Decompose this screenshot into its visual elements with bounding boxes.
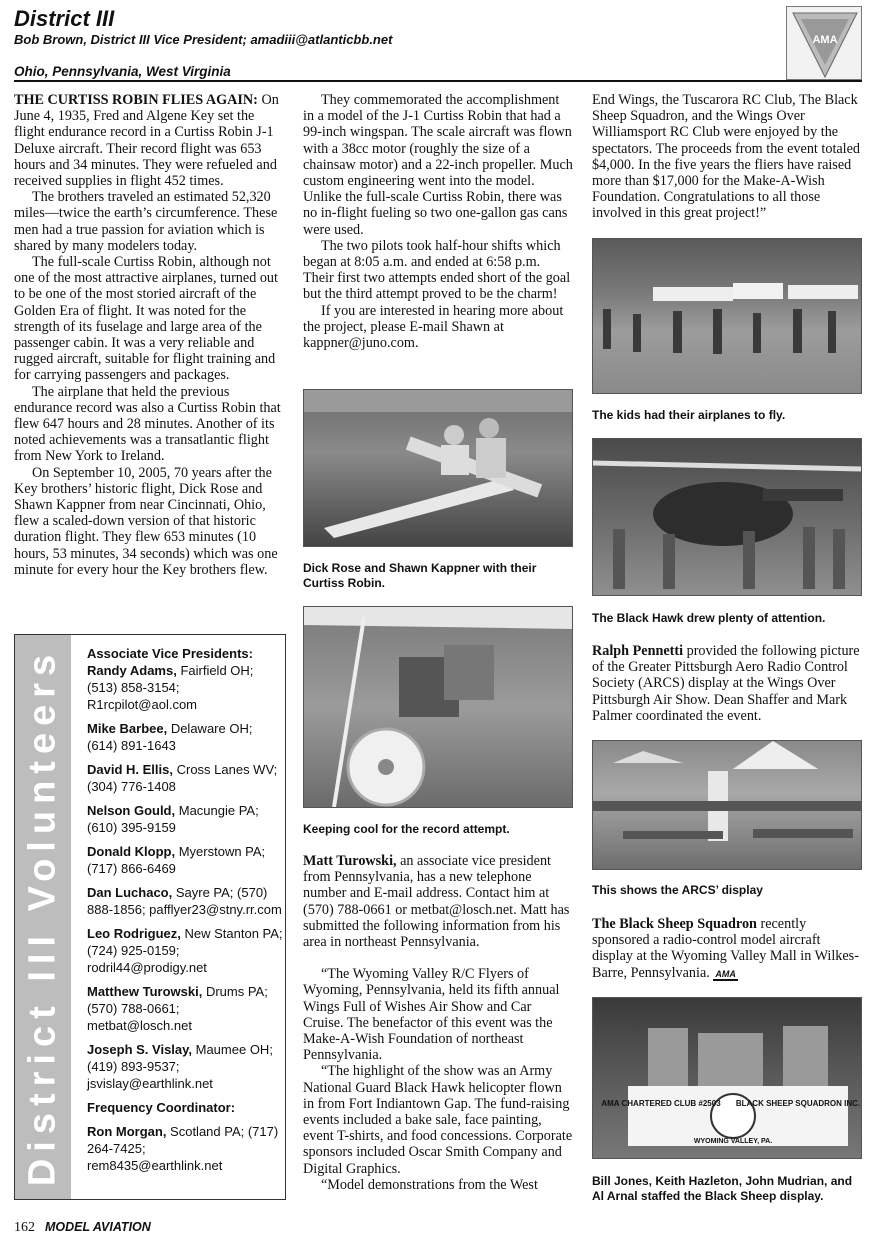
volunteer-item: Joseph S. Vislay, Maumee OH; (419) 893-9537; jsvislay@earthlink.net	[87, 1042, 273, 1091]
paragraph: “Model demonstrations from the West	[321, 1176, 538, 1193]
volunteer-item: Donald Klopp, Myerstown PA; (717) 866-6469	[87, 844, 266, 876]
page-footer	[14, 1220, 151, 1236]
magazine-name: MODEL AVIATION	[45, 1220, 151, 1234]
volunteer-item: Dan Luchaco, Sayre PA; (570) 888-1856; pafflyer23@stny.rr.com	[87, 885, 282, 917]
logo-text: AMA	[812, 34, 838, 46]
paragraph: If you are interested in hearing more about the project, please E-mail Shawn at kappner@juno.com.	[303, 302, 564, 352]
caption-black-hawk: The Black Hawk drew plenty of attention.	[592, 611, 826, 625]
caption-arcs: This shows the ARCS’ display	[592, 883, 763, 897]
header-rule	[14, 80, 862, 82]
volunteer-item: Nelson Gould, Macungie PA; (610) 395-9159	[87, 803, 259, 835]
freq-heading: Frequency Coordinator:	[87, 1100, 236, 1115]
paragraph: “The highlight of the show was an Army National Guard Black Hawk helicopter flown in from Fort Indiantown Gap. The fund-raising events included a bake sale, face painting, event T-shirts, and food concessions. Corporate sponsors included Oscar Smith Company and Digital Graphics.	[303, 1063, 573, 1177]
volunteers-list	[87, 645, 283, 1181]
ama-logo	[786, 6, 862, 80]
page-subtitle: Bob Brown, District III Vice President; amadiii@atlanticbb.net	[14, 32, 393, 47]
banner-bottom-text: WYOMING VALLEY, PA.	[693, 1138, 773, 1145]
paragraph: Ralph Pennetti provided the following picture of the Greater Pittsburgh Aero Radio Control Society (ARCS) display at the Wings Over Pittsburgh Air Show. Dean Shaffer and Mark Palmer coordinated the event.	[592, 643, 860, 724]
column-3-middle	[592, 643, 862, 724]
caption-curtiss-robin: Dick Rose and Shawn Kappner with their Curtiss Robin.	[303, 561, 537, 590]
banner-right-text: BLACK SHEEP SQUADRON INC.	[735, 1099, 861, 1108]
volunteer-item: Ron Morgan, Scotland PA; (717) 264-7425; rem8435@earthlink.net	[87, 1124, 279, 1173]
paragraph: The Black Sheep Squadron recently sponsored a radio-control model aircraft display at the Wyoming Valley Mall in Wilkes-Barre, Pennsylvania. AMA	[592, 916, 859, 981]
paragraph: Matt Turowski, an associate vice president from Pennsylvania, has a new telephone number and E-mail address. Contact him at (570) 788-0661 or metbat@losch.net. Matt has submitted the following information from his area in northeast Pennsylvania.	[303, 853, 570, 951]
paragraph: End Wings, the Tuscarora RC Club, The Black Sheep Squadron, and the Wings Over Williamsport RC Club were enjoyed by the spectators. The proceeds from the event totaled $4,000. In the five years the fliers have raised more than $17,000 for the Make-A-Wish Foundation. Congratulations to all those involved in this great project!”	[592, 92, 861, 222]
paragraph: On September 10, 2005, 70 years after the Key brothers’ historic flight, Dick Rose and Shawn Kappner from near Cincinnati, Ohio, flew a scaled-down version of that historic duration flight. They flew 653 minutes (10 hours, 53 minutes, 34 seconds) which was one minute for every hour the Key brothers flew.	[14, 464, 278, 578]
caption-keeping-cool: Keeping cool for the record attempt.	[303, 822, 510, 836]
volunteers-side-label: District III Volunteers	[15, 635, 71, 1199]
column-1	[14, 92, 286, 578]
photo-keeping-cool	[303, 606, 573, 808]
photo-black-sheep	[592, 997, 862, 1159]
volunteer-item: David H. Ellis, Cross Lanes WV; (304) 776-1408	[87, 762, 278, 794]
banner-left-text: AMA CHARTERED CLUB #2503	[601, 1099, 721, 1108]
article-lead: THE CURTISS ROBIN FLIES AGAIN:	[14, 92, 258, 108]
caption-black-sheep: Bill Jones, Keith Hazleton, John Mudrian, and Al Arnal staffed the Black Sheep display.	[592, 1174, 853, 1203]
column-2-top	[303, 92, 573, 351]
article-intro: THE CURTISS ROBIN FLIES AGAIN: On June 4, 1935, Fred and Algene Key set the flight endurance record in a Curtiss Robin J-1 Deluxe aircraft. Their record flight was 653 hours and 34 minutes. They were refueled and received supplies in flight 452 times.	[14, 92, 279, 190]
volunteer-item: Randy Adams, Fairfield OH; (513) 858-3154; R1rcpilot@aol.com	[87, 663, 254, 712]
paragraph: The two pilots took half-hour shifts which began at 8:05 a.m. and ended at 6:58 p.m. Their first two attempts ended short of the goal but the third attempt proved to be the charm!	[303, 237, 571, 303]
column-3-top	[592, 92, 862, 222]
volunteer-item: Mike Barbee, Delaware OH; (614) 891-1643	[87, 721, 253, 753]
paragraph: The airplane that held the previous endurance record was also a Curtiss Robin that flew 647 hours and 28 minutes. Another of its noted achievements was a transatlantic flight from New York to Ireland.	[14, 383, 281, 465]
paragraph: The full-scale Curtiss Robin, although not one of the most attractive airplanes, turned out to be one of the most storied aircraft of the Golden Era of flight. It was noted for the strength of its fuselage and large area of the passenger cabin. It was a very reliable and rugged aircraft, suitable for flight training and for carrying passengers and packages.	[14, 254, 278, 384]
paragraph: They commemorated the accomplishment in a model of the J-1 Curtiss Robin that had a 99-inch wingspan. The scale aircraft was flown with a 38cc motor (roughly the size of a chainsaw motor) and a 22-inch propeller. Much custom engineering went into the model. Unlike the full-scale Curtiss Robin, there was no in-flight fueling so two one-gallon gas cans were used.	[303, 92, 573, 238]
volunteer-item: Matthew Turowski, Drums PA; (570) 788-0661; metbat@losch.net	[87, 984, 268, 1033]
photo-arcs-display	[592, 740, 862, 870]
page-number: 162	[14, 1220, 35, 1235]
column-3-lower	[592, 916, 862, 982]
column-2-bottom	[303, 853, 573, 1193]
page-title: District III	[14, 6, 115, 31]
photo-kids-airplanes	[592, 238, 862, 394]
photo-curtiss-robin	[303, 389, 573, 547]
volunteer-item: Leo Rodriguez, New Stanton PA; (724) 925-0159; rodril44@prodigy.net	[87, 926, 283, 975]
volunteers-box	[14, 634, 286, 1200]
paragraph: The brothers traveled an estimated 52,320 miles—twice the earth’s circumference. These men had a true passion for aviation which is shared by many modelers today.	[14, 189, 278, 254]
paragraph: “The Wyoming Valley R/C Flyers of Wyoming, Pennsylvania, held its fifth annual Wings Full of Wishes Air Show and Car Cruise. The benefactor of this event was the Make-A-Wish Foundation of northeast Pennsylvania.	[303, 966, 560, 1064]
photo-black-hawk	[592, 438, 862, 596]
assoc-heading: Associate Vice Presidents:	[87, 646, 253, 661]
end-mark-ama-logo: AMA	[715, 968, 736, 979]
caption-kids: The kids had their airplanes to fly.	[592, 408, 786, 422]
states-line: Ohio, Pennsylvania, West Virginia	[14, 64, 231, 79]
